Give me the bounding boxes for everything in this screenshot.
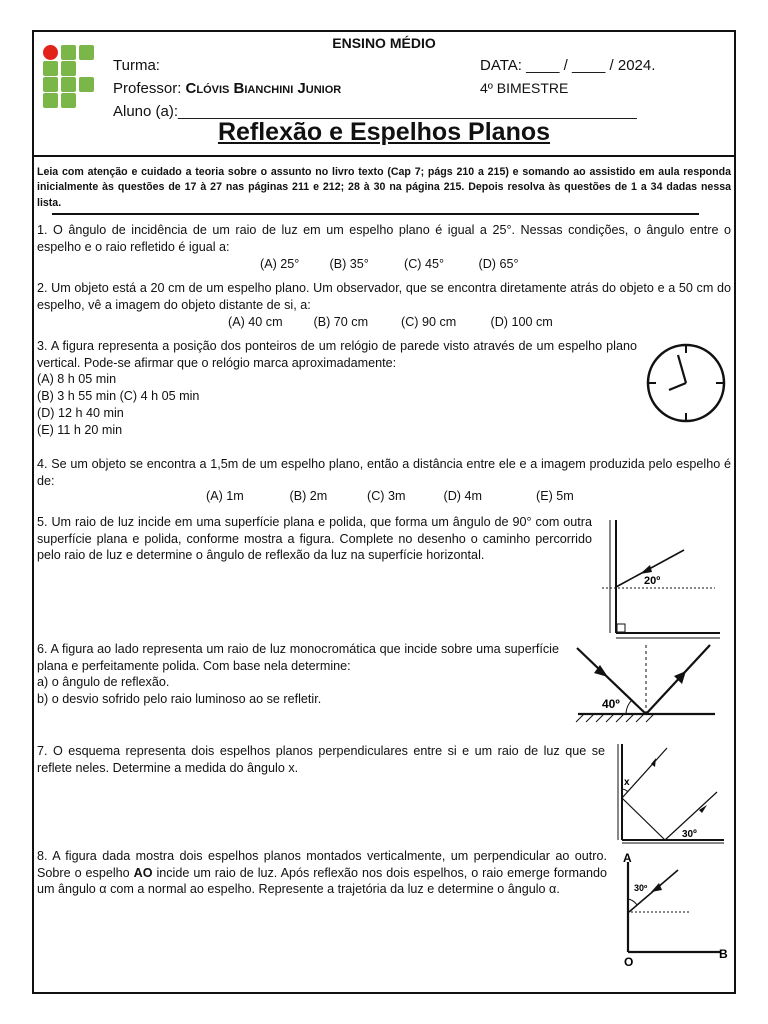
vertex-a-label: A (623, 851, 632, 865)
professor-name: Clóvis Bianchini Junior (185, 80, 342, 97)
vertex-o-label: O (624, 955, 634, 969)
question-1-text: 1. O ângulo de incidência de um raio de luz em um espelho plano é igual a 25°. Nessas condições, o ângulo entre o espelho e o raio refletido é igual a: (37, 223, 731, 254)
question-4-text: 4. Se um objeto se encontra a 1,5m de um espelho plano, então a distância entre ele e a imagem produzida pelo espelho é de: (37, 457, 731, 488)
professor-label: Professor: (113, 80, 182, 97)
option[interactable]: (A) 1m (206, 489, 244, 503)
question-3-option-b-c[interactable]: (B) 3 h 55 min (C) 4 h 05 min (37, 389, 200, 403)
page-title: Reflexão e Espelhos Planos (217, 118, 551, 146)
option[interactable]: (B) 70 cm (313, 315, 369, 329)
question-3-option-a[interactable]: (A) 8 h 05 min (37, 372, 117, 386)
date-field: DATA: ____ / ____ / 2024. (480, 57, 656, 74)
question-7-text: 7. O esquema representa dois espelhos planos perpendiculares entre si e um raio de luz que se reflete neles. Determine a medida do ângulo x. (37, 744, 605, 775)
option[interactable]: (A) 40 cm (228, 315, 283, 329)
question-6-item-a: a) o ângulo de reflexão. (37, 675, 170, 689)
intro-separator (52, 213, 699, 215)
option[interactable]: (C) 90 cm (401, 315, 457, 329)
option[interactable]: (B) 2m (289, 489, 328, 503)
option[interactable]: (C) 3m (367, 489, 406, 503)
question-7-figure (612, 742, 727, 844)
question-1-options (260, 257, 519, 271)
option[interactable]: (D) 4m (443, 489, 482, 503)
question-2-options (228, 315, 553, 329)
vertex-b-label: B (719, 947, 728, 961)
school-logo (43, 45, 95, 107)
level-heading: ENSINO MÉDIO (332, 35, 436, 51)
question-6-text: 6. A figura ao lado representa um raio de luz monocromática que incide sobre uma superfície plana e perfeitamente polida. Com base nela determine: (37, 642, 559, 673)
angle-30-label: 30º (634, 883, 648, 893)
angle-label: 40º (602, 697, 620, 711)
question-6-item-b: b) o desvio sofrido pelo raio luminoso ao se refletir. (37, 692, 322, 706)
option[interactable]: (D) 65° (478, 257, 519, 271)
mirror-ao-label: AO (133, 865, 153, 880)
intro-paragraph: Leia com atenção e cuidado a teoria sobre o assunto no livro texto (Cap 7; págs 210 a 215) e somando ao assistido em aula responda inicialmente às questões de 17 à 27 nas páginas 211 e 212; 28 à 30 na página 215. Depois resolva às questões de 1 a 34 dadas nessa lista. (37, 166, 731, 209)
professor-line (113, 81, 341, 98)
aluno-field[interactable]: Aluno (a):_______________________________________________________ (113, 103, 637, 120)
angle-x-label: x (624, 777, 630, 788)
question-3-option-e[interactable]: (E) 11 h 20 min (37, 423, 123, 437)
option[interactable]: (A) 25° (260, 257, 300, 271)
clock-figure (640, 340, 730, 426)
angle-30-label: 30º (682, 829, 697, 840)
angle-label: 20º (644, 575, 661, 587)
question-4-options (206, 489, 574, 503)
turma-label: Turma: (113, 57, 160, 74)
question-6-figure (570, 640, 720, 725)
bimestre-label: 4º BIMESTRE (480, 80, 569, 96)
question-8-figure (615, 848, 735, 968)
question-5-figure (600, 515, 725, 640)
question-5-text: 5. Um raio de luz incide em uma superfície plana e polida, que forma um ângulo de 90° com outra superfície plana e polida, conforme mostra a figura. Complete no desenho o caminho percorrido pelo raio de luz e determine o ângulo de reflexão da luz na superfície horizontal. (37, 515, 592, 562)
option[interactable]: (D) 100 cm (490, 315, 553, 329)
option[interactable]: (E) 5m (536, 489, 574, 503)
question-3-option-d[interactable]: (D) 12 h 40 min (37, 406, 124, 420)
option[interactable]: (B) 35° (329, 257, 369, 271)
question-8-text: 8. A figura dada mostra dois espelhos planos montados verticalmente, um perpendicular ao outro. Sobre o espelho AO incide um raio de luz. Após reflexão nos dois espelhos, o raio emerge formando um ângulo α com a normal ao espelho. Represente a trajetória da luz e determine o ângulo α. (37, 849, 607, 896)
question-3-text: 3. A figura representa a posição dos ponteiros de um relógio de parede visto através de um espelho plano vertical. Pode-se afirmar que o relógio marca aproximadamente: (37, 339, 637, 370)
option[interactable]: (C) 45° (404, 257, 445, 271)
question-2-text: 2. Um objeto está a 20 cm de um espelho plano. Um observador, que se encontra diretamente atrás do objeto e a 50 cm do espelho, vê a imagem do objeto distante de si, a: (37, 281, 731, 312)
